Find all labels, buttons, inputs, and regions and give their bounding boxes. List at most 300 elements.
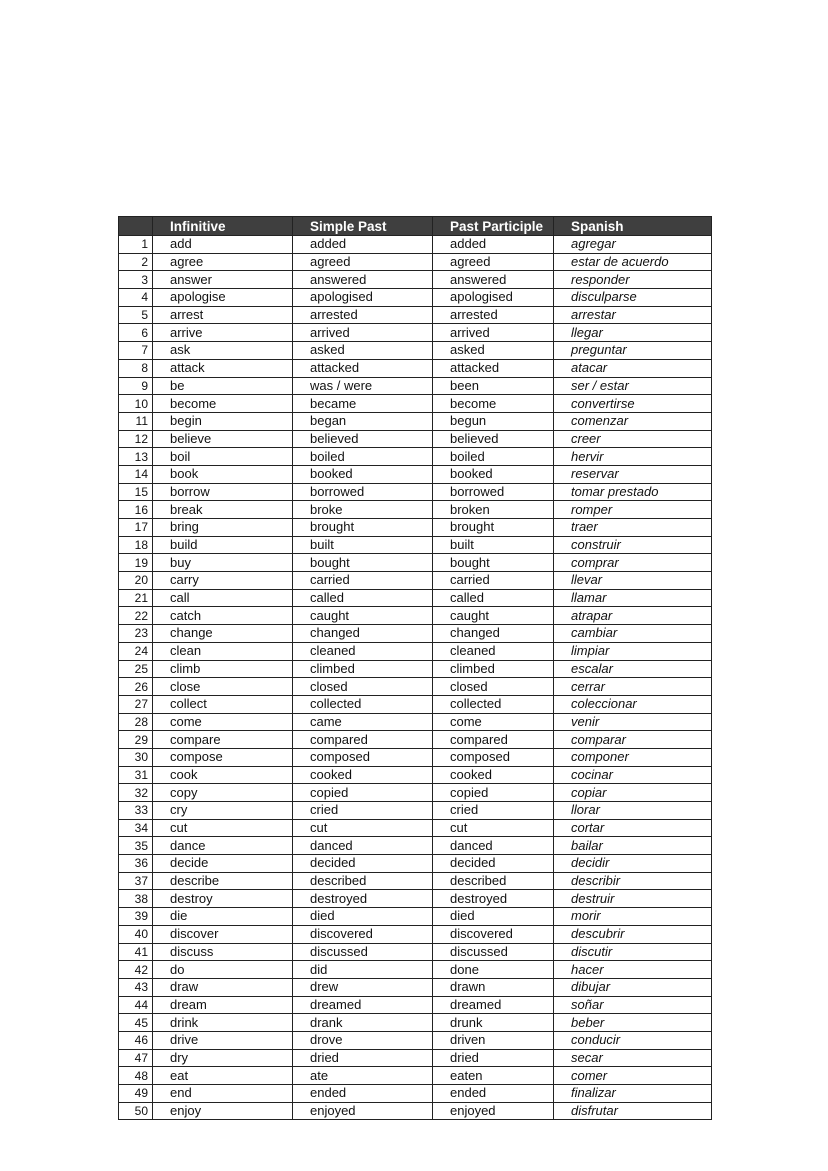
past-participle-cell: bought: [433, 554, 554, 572]
simple-past-cell: discussed: [293, 943, 433, 961]
past-participle-cell: cooked: [433, 766, 554, 784]
infinitive-cell: enjoy: [153, 1102, 293, 1120]
table-row: [119, 1102, 712, 1120]
row-number-cell: 1: [119, 236, 153, 254]
spanish-cell: morir: [554, 908, 712, 926]
simple-past-cell: built: [293, 536, 433, 554]
spanish-cell: ser / estar: [554, 377, 712, 395]
infinitive-cell: become: [153, 395, 293, 413]
row-number-cell: 25: [119, 660, 153, 678]
infinitive-cell: book: [153, 465, 293, 483]
row-number-cell: 33: [119, 802, 153, 820]
simple-past-cell: cooked: [293, 766, 433, 784]
row-number-cell: 24: [119, 642, 153, 660]
table-row: [119, 819, 712, 837]
past-participle-cell: died: [433, 908, 554, 926]
infinitive-cell: dream: [153, 996, 293, 1014]
spanish-cell: llamar: [554, 589, 712, 607]
row-number-cell: 48: [119, 1067, 153, 1085]
spanish-cell: atacar: [554, 359, 712, 377]
past-participle-cell: drawn: [433, 978, 554, 996]
past-participle-cell: attacked: [433, 359, 554, 377]
simple-past-cell: ended: [293, 1085, 433, 1103]
past-participle-cell: arrived: [433, 324, 554, 342]
past-participle-cell: boiled: [433, 448, 554, 466]
simple-past-cell: agreed: [293, 253, 433, 271]
spanish-cell: creer: [554, 430, 712, 448]
spanish-cell: comer: [554, 1067, 712, 1085]
past-participle-cell: called: [433, 589, 554, 607]
past-participle-cell: dreamed: [433, 996, 554, 1014]
past-participle-cell: compared: [433, 731, 554, 749]
row-number-cell: 22: [119, 607, 153, 625]
spanish-cell: comparar: [554, 731, 712, 749]
infinitive-cell: end: [153, 1085, 293, 1103]
infinitive-cell: attack: [153, 359, 293, 377]
row-number-cell: 32: [119, 784, 153, 802]
infinitive-cell: add: [153, 236, 293, 254]
infinitive-cell: ask: [153, 342, 293, 360]
simple-past-cell: came: [293, 713, 433, 731]
past-participle-cell: described: [433, 872, 554, 890]
table-row: [119, 1031, 712, 1049]
spanish-cell: hacer: [554, 961, 712, 979]
table-row: [119, 996, 712, 1014]
past-participle-cell: been: [433, 377, 554, 395]
simple-past-cell: boiled: [293, 448, 433, 466]
row-number-cell: 9: [119, 377, 153, 395]
past-participle-cell: believed: [433, 430, 554, 448]
past-participle-cell: borrowed: [433, 483, 554, 501]
infinitive-cell: believe: [153, 430, 293, 448]
spanish-cell: disfrutar: [554, 1102, 712, 1120]
row-number-cell: 13: [119, 448, 153, 466]
table-row: [119, 395, 712, 413]
infinitive-cell: discover: [153, 925, 293, 943]
row-number-cell: 35: [119, 837, 153, 855]
row-number-cell: 21: [119, 589, 153, 607]
past-participle-cell: changed: [433, 625, 554, 643]
row-number-cell: 43: [119, 978, 153, 996]
past-participle-cell: apologised: [433, 289, 554, 307]
table-row: [119, 925, 712, 943]
simple-past-cell: attacked: [293, 359, 433, 377]
table-row: [119, 1085, 712, 1103]
table-row: [119, 253, 712, 271]
spanish-cell: soñar: [554, 996, 712, 1014]
table-row: [119, 731, 712, 749]
spanish-cell: reservar: [554, 465, 712, 483]
simple-past-cell: bought: [293, 554, 433, 572]
row-number-cell: 16: [119, 501, 153, 519]
simple-past-cell: asked: [293, 342, 433, 360]
row-number-cell: 15: [119, 483, 153, 501]
infinitive-cell: eat: [153, 1067, 293, 1085]
infinitive-cell: build: [153, 536, 293, 554]
table-row: [119, 855, 712, 873]
simple-past-cell: copied: [293, 784, 433, 802]
verb-table: [118, 216, 712, 1120]
row-number-cell: 40: [119, 925, 153, 943]
simple-past-cell: added: [293, 236, 433, 254]
spanish-cell: venir: [554, 713, 712, 731]
spanish-cell: llevar: [554, 572, 712, 590]
simple-past-cell: ate: [293, 1067, 433, 1085]
infinitive-cell: do: [153, 961, 293, 979]
simple-past-cell: destroyed: [293, 890, 433, 908]
infinitive-cell: begin: [153, 412, 293, 430]
table-row: [119, 1014, 712, 1032]
past-participle-cell: cut: [433, 819, 554, 837]
table-row: [119, 908, 712, 926]
simple-past-cell: dried: [293, 1049, 433, 1067]
infinitive-cell: arrive: [153, 324, 293, 342]
spanish-cell: componer: [554, 748, 712, 766]
past-participle-cell: driven: [433, 1031, 554, 1049]
simple-past-cell: enjoyed: [293, 1102, 433, 1120]
simple-past-cell: caught: [293, 607, 433, 625]
spanish-cell: descubrir: [554, 925, 712, 943]
past-participle-cell: become: [433, 395, 554, 413]
simple-past-cell: dreamed: [293, 996, 433, 1014]
row-number-cell: 50: [119, 1102, 153, 1120]
table-row: [119, 342, 712, 360]
infinitive-cell: catch: [153, 607, 293, 625]
infinitive-cell: dance: [153, 837, 293, 855]
spanish-cell: copiar: [554, 784, 712, 802]
simple-past-cell: broke: [293, 501, 433, 519]
table-row: [119, 430, 712, 448]
table-row: [119, 872, 712, 890]
row-number-cell: 14: [119, 465, 153, 483]
row-number-cell: 38: [119, 890, 153, 908]
spanish-cell: conducir: [554, 1031, 712, 1049]
infinitive-cell: compare: [153, 731, 293, 749]
table-row: [119, 978, 712, 996]
table-row: [119, 1049, 712, 1067]
spanish-cell: cerrar: [554, 678, 712, 696]
infinitive-cell: buy: [153, 554, 293, 572]
spanish-cell: convertirse: [554, 395, 712, 413]
row-number-cell: 44: [119, 996, 153, 1014]
row-number-cell: 2: [119, 253, 153, 271]
header-simple-past: Simple Past: [293, 217, 433, 236]
simple-past-cell: compared: [293, 731, 433, 749]
infinitive-cell: describe: [153, 872, 293, 890]
table-row: [119, 961, 712, 979]
table-row: [119, 625, 712, 643]
past-participle-cell: caught: [433, 607, 554, 625]
spanish-cell: cortar: [554, 819, 712, 837]
spanish-cell: atrapar: [554, 607, 712, 625]
infinitive-cell: come: [153, 713, 293, 731]
table-row: [119, 837, 712, 855]
infinitive-cell: drink: [153, 1014, 293, 1032]
past-participle-cell: discovered: [433, 925, 554, 943]
table-row: [119, 589, 712, 607]
infinitive-cell: copy: [153, 784, 293, 802]
table-row: [119, 501, 712, 519]
spanish-cell: construir: [554, 536, 712, 554]
infinitive-cell: drive: [153, 1031, 293, 1049]
simple-past-cell: cut: [293, 819, 433, 837]
simple-past-cell: apologised: [293, 289, 433, 307]
infinitive-cell: cry: [153, 802, 293, 820]
past-participle-cell: broken: [433, 501, 554, 519]
past-participle-cell: copied: [433, 784, 554, 802]
infinitive-cell: break: [153, 501, 293, 519]
table-row: [119, 465, 712, 483]
simple-past-cell: cleaned: [293, 642, 433, 660]
simple-past-cell: drew: [293, 978, 433, 996]
row-number-cell: 20: [119, 572, 153, 590]
infinitive-cell: draw: [153, 978, 293, 996]
row-number-cell: 39: [119, 908, 153, 926]
spanish-cell: escalar: [554, 660, 712, 678]
spanish-cell: agregar: [554, 236, 712, 254]
simple-past-cell: answered: [293, 271, 433, 289]
infinitive-cell: carry: [153, 572, 293, 590]
infinitive-cell: dry: [153, 1049, 293, 1067]
simple-past-cell: called: [293, 589, 433, 607]
past-participle-cell: answered: [433, 271, 554, 289]
simple-past-cell: was / were: [293, 377, 433, 395]
table-row: [119, 748, 712, 766]
row-number-cell: 5: [119, 306, 153, 324]
table-row: [119, 324, 712, 342]
spanish-cell: coleccionar: [554, 695, 712, 713]
row-number-cell: 8: [119, 359, 153, 377]
header-number: [119, 217, 153, 236]
simple-past-cell: died: [293, 908, 433, 926]
past-participle-cell: added: [433, 236, 554, 254]
row-number-cell: 37: [119, 872, 153, 890]
simple-past-cell: arrived: [293, 324, 433, 342]
spanish-cell: secar: [554, 1049, 712, 1067]
simple-past-cell: began: [293, 412, 433, 430]
row-number-cell: 18: [119, 536, 153, 554]
table-row: [119, 306, 712, 324]
table-row: [119, 519, 712, 537]
simple-past-cell: drank: [293, 1014, 433, 1032]
spanish-cell: llorar: [554, 802, 712, 820]
row-number-cell: 26: [119, 678, 153, 696]
past-participle-cell: cried: [433, 802, 554, 820]
spanish-cell: finalizar: [554, 1085, 712, 1103]
row-number-cell: 4: [119, 289, 153, 307]
table-row: [119, 943, 712, 961]
past-participle-cell: collected: [433, 695, 554, 713]
simple-past-cell: collected: [293, 695, 433, 713]
table-row: [119, 448, 712, 466]
infinitive-cell: climb: [153, 660, 293, 678]
table-row: [119, 660, 712, 678]
row-number-cell: 29: [119, 731, 153, 749]
row-number-cell: 6: [119, 324, 153, 342]
past-participle-cell: danced: [433, 837, 554, 855]
past-participle-cell: climbed: [433, 660, 554, 678]
past-participle-cell: composed: [433, 748, 554, 766]
past-participle-cell: decided: [433, 855, 554, 873]
past-participle-cell: enjoyed: [433, 1102, 554, 1120]
row-number-cell: 19: [119, 554, 153, 572]
row-number-cell: 27: [119, 695, 153, 713]
spanish-cell: destruir: [554, 890, 712, 908]
table-row: [119, 766, 712, 784]
table-row: [119, 695, 712, 713]
infinitive-cell: borrow: [153, 483, 293, 501]
row-number-cell: 31: [119, 766, 153, 784]
past-participle-cell: closed: [433, 678, 554, 696]
simple-past-cell: booked: [293, 465, 433, 483]
header-past-participle: Past Participle: [433, 217, 554, 236]
table-row: [119, 483, 712, 501]
spanish-cell: hervir: [554, 448, 712, 466]
table-row: [119, 1067, 712, 1085]
past-participle-cell: discussed: [433, 943, 554, 961]
spanish-cell: discutir: [554, 943, 712, 961]
infinitive-cell: boil: [153, 448, 293, 466]
spanish-cell: comenzar: [554, 412, 712, 430]
table-row: [119, 271, 712, 289]
row-number-cell: 23: [119, 625, 153, 643]
row-number-cell: 3: [119, 271, 153, 289]
spanish-cell: estar de acuerdo: [554, 253, 712, 271]
spanish-cell: decidir: [554, 855, 712, 873]
row-number-cell: 34: [119, 819, 153, 837]
simple-past-cell: brought: [293, 519, 433, 537]
spanish-cell: cambiar: [554, 625, 712, 643]
table-row: [119, 642, 712, 660]
table-row: [119, 572, 712, 590]
simple-past-cell: described: [293, 872, 433, 890]
table-row: [119, 890, 712, 908]
simple-past-cell: borrowed: [293, 483, 433, 501]
simple-past-cell: drove: [293, 1031, 433, 1049]
infinitive-cell: cook: [153, 766, 293, 784]
infinitive-cell: bring: [153, 519, 293, 537]
table-row: [119, 412, 712, 430]
past-participle-cell: done: [433, 961, 554, 979]
spanish-cell: tomar prestado: [554, 483, 712, 501]
simple-past-cell: did: [293, 961, 433, 979]
past-participle-cell: arrested: [433, 306, 554, 324]
row-number-cell: 17: [119, 519, 153, 537]
table-row: [119, 377, 712, 395]
infinitive-cell: cut: [153, 819, 293, 837]
spanish-cell: responder: [554, 271, 712, 289]
spanish-cell: romper: [554, 501, 712, 519]
past-participle-cell: agreed: [433, 253, 554, 271]
past-participle-cell: destroyed: [433, 890, 554, 908]
table-row: [119, 784, 712, 802]
row-number-cell: 46: [119, 1031, 153, 1049]
table-row: [119, 289, 712, 307]
infinitive-cell: arrest: [153, 306, 293, 324]
simple-past-cell: cried: [293, 802, 433, 820]
spanish-cell: beber: [554, 1014, 712, 1032]
spanish-cell: limpiar: [554, 642, 712, 660]
infinitive-cell: answer: [153, 271, 293, 289]
infinitive-cell: close: [153, 678, 293, 696]
simple-past-cell: danced: [293, 837, 433, 855]
infinitive-cell: be: [153, 377, 293, 395]
past-participle-cell: booked: [433, 465, 554, 483]
header-spanish: Spanish: [554, 217, 712, 236]
infinitive-cell: destroy: [153, 890, 293, 908]
infinitive-cell: agree: [153, 253, 293, 271]
table-row: [119, 554, 712, 572]
infinitive-cell: clean: [153, 642, 293, 660]
infinitive-cell: collect: [153, 695, 293, 713]
row-number-cell: 42: [119, 961, 153, 979]
simple-past-cell: decided: [293, 855, 433, 873]
spanish-cell: arrestar: [554, 306, 712, 324]
infinitive-cell: compose: [153, 748, 293, 766]
row-number-cell: 10: [119, 395, 153, 413]
table-row: [119, 536, 712, 554]
past-participle-cell: dried: [433, 1049, 554, 1067]
table-row: [119, 236, 712, 254]
infinitive-cell: change: [153, 625, 293, 643]
past-participle-cell: drunk: [433, 1014, 554, 1032]
simple-past-cell: composed: [293, 748, 433, 766]
table-row: [119, 607, 712, 625]
row-number-cell: 41: [119, 943, 153, 961]
past-participle-cell: cleaned: [433, 642, 554, 660]
row-number-cell: 11: [119, 412, 153, 430]
infinitive-cell: apologise: [153, 289, 293, 307]
past-participle-cell: begun: [433, 412, 554, 430]
simple-past-cell: believed: [293, 430, 433, 448]
simple-past-cell: discovered: [293, 925, 433, 943]
simple-past-cell: climbed: [293, 660, 433, 678]
row-number-cell: 7: [119, 342, 153, 360]
spanish-cell: preguntar: [554, 342, 712, 360]
spanish-cell: disculparse: [554, 289, 712, 307]
row-number-cell: 36: [119, 855, 153, 873]
table-row: [119, 678, 712, 696]
spanish-cell: cocinar: [554, 766, 712, 784]
past-participle-cell: ended: [433, 1085, 554, 1103]
simple-past-cell: arrested: [293, 306, 433, 324]
spanish-cell: comprar: [554, 554, 712, 572]
spanish-cell: llegar: [554, 324, 712, 342]
table-row: [119, 713, 712, 731]
simple-past-cell: carried: [293, 572, 433, 590]
table-row: [119, 359, 712, 377]
header-row: [119, 217, 712, 236]
table-row: [119, 802, 712, 820]
past-participle-cell: come: [433, 713, 554, 731]
past-participle-cell: brought: [433, 519, 554, 537]
simple-past-cell: closed: [293, 678, 433, 696]
infinitive-cell: decide: [153, 855, 293, 873]
infinitive-cell: discuss: [153, 943, 293, 961]
spanish-cell: bailar: [554, 837, 712, 855]
row-number-cell: 12: [119, 430, 153, 448]
row-number-cell: 45: [119, 1014, 153, 1032]
past-participle-cell: carried: [433, 572, 554, 590]
simple-past-cell: became: [293, 395, 433, 413]
past-participle-cell: asked: [433, 342, 554, 360]
simple-past-cell: changed: [293, 625, 433, 643]
row-number-cell: 47: [119, 1049, 153, 1067]
row-number-cell: 30: [119, 748, 153, 766]
row-number-cell: 49: [119, 1085, 153, 1103]
spanish-cell: traer: [554, 519, 712, 537]
past-participle-cell: built: [433, 536, 554, 554]
